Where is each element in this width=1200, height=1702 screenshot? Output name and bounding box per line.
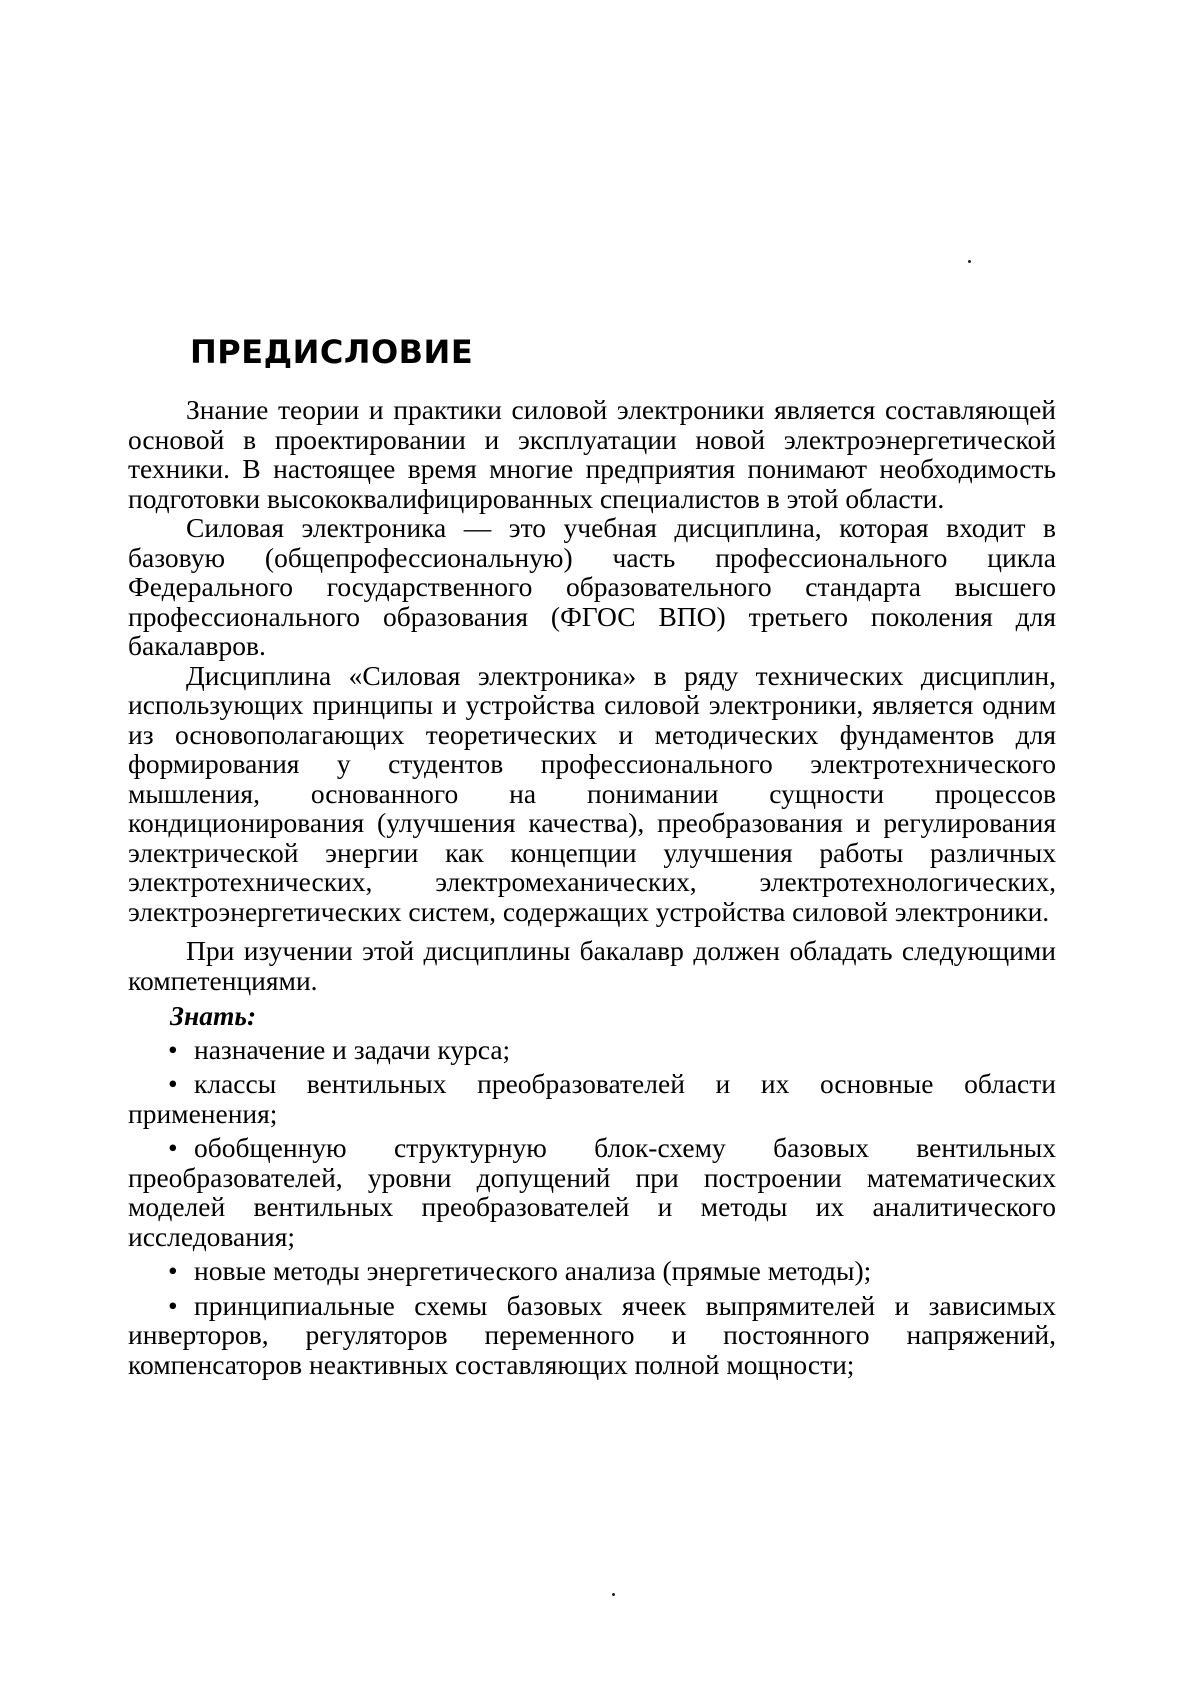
list-item-text: обобщенную структурную блок-схему базовых вентильных преобразователей, уровни допущений при построении математических моделей вентильных преобразователей и методы их аналитического исследования;	[128, 1132, 1056, 1252]
bullet-icon: •	[168, 1132, 178, 1163]
list-item-text: назначение и задачи курса;	[194, 1033, 511, 1065]
body-text	[128, 395, 1056, 1384]
list-item	[128, 1291, 1056, 1380]
list-item	[128, 1133, 1056, 1251]
paragraph: Дисциплина «Силовая электроника» в ряду технических дисциплин, использующих принципы и устройства силовой электроники, является одним из основополагающих теоретических и методических фундаментов для формирования у студентов профессионального электротехнического мышления, основанного на понимании сущности процессов кондиционирования (улучшения качества), преобразования и регулирования электрической энергии как концепции улучшения работы различных электротехнических, электромеханических, электротехнологических, электроэнергетических систем, содержащих устройства силовой электроники.	[128, 659, 1056, 927]
list-item-text: классы вентильных преобразователей и их основные области применения;	[128, 1068, 1056, 1129]
competency-list	[128, 1035, 1056, 1380]
scan-speck	[968, 260, 971, 263]
scan-speck	[612, 1593, 615, 1596]
list-item-text: новые методы энергетического анализа (прямые методы);	[194, 1255, 872, 1286]
bullet-icon: •	[168, 1255, 178, 1286]
bullet-icon: •	[168, 1033, 178, 1065]
list-item	[128, 1256, 1056, 1286]
section-heading: ПРЕДИСЛОВИЕ	[190, 333, 474, 371]
competency-label: Знать:	[170, 1000, 257, 1031]
list-item	[128, 1069, 1056, 1128]
list-item	[128, 1035, 1056, 1065]
paragraph: При изучении этой дисциплины бакалавр должен обладать следующими компетенциями.	[128, 935, 1056, 996]
list-item-text: принципиальные схемы базовых ячеек выпрямителей и зависимых инверторов, регуляторов переменного и постоянного напряжений, компенсаторов неактивных составляющих полной мощности;	[128, 1289, 1056, 1380]
paragraph: Знание теории и практики силовой электроники является составляющей основой в проектировании и эксплуатации новой электроэнергетической техники. В настоящее время многие предприятия понимают необходимость подготовки высококвалифицированных специалистов в этой области.	[128, 394, 1056, 514]
bullet-icon: •	[168, 1068, 178, 1099]
bullet-icon: •	[168, 1289, 178, 1321]
paragraph: Силовая электроника — это учебная дисциплина, которая входит в базовую (общепрофессиональную) часть профессионального цикла Федерального государственного образовательного стандарта высшего профессионального образования (ФГОС ВПО) третьего поколения для бакалавров.	[128, 512, 1056, 661]
